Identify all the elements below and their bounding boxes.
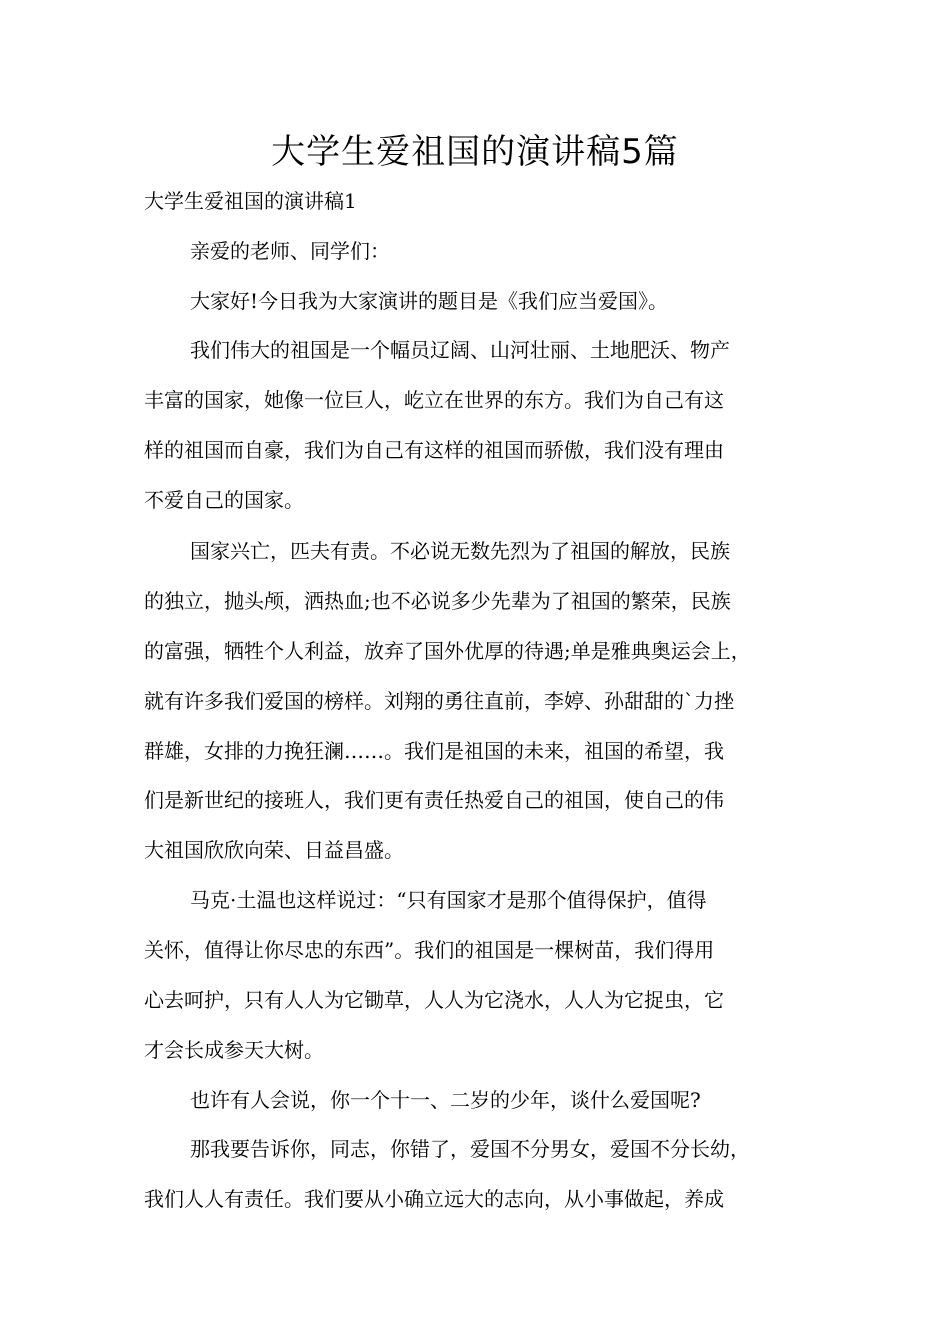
paragraph-line: 们是新世纪的接班人，我们更有责任热爱自己的祖国，使自己的伟: [144, 788, 724, 812]
section-heading: 大学生爱祖国的演讲稿1: [144, 189, 357, 213]
paragraph-line: 马克·土温也这样说过：“只有国家才是那个值得保护，值得: [190, 888, 707, 912]
paragraph-line: 心去呵护，只有人人为它锄草，人人为它浇水，人人为它捉虫，它: [144, 988, 724, 1012]
paragraph-line: 群雄，女排的力挽狂澜……。我们是祖国的未来，祖国的希望，我: [144, 739, 724, 763]
paragraph-line: 关怀，值得让你尽忠的东西”。我们的祖国是一棵树苗，我们得用: [144, 938, 715, 962]
paragraph-line: 才会长成参天大树。: [144, 1038, 324, 1062]
paragraph-line: 的富强，牺牲个人利益，放弃了国外优厚的待遇;单是雅典奥运会上，: [144, 639, 751, 663]
paragraph-line: 那我要告诉你，同志，你错了，爱国不分男女，爱国不分长幼，: [190, 1137, 750, 1161]
paragraph-line: 就有许多我们爱国的榜样。刘翔的勇往直前，李婷、孙甜甜的`力挫: [144, 689, 734, 713]
paragraph-line: 的独立，抛头颅，洒热血;也不必说多少先辈为了祖国的繁荣，民族: [144, 589, 731, 613]
paragraph-line: 样的祖国而自豪，我们为自己有这样的祖国而骄傲，我们没有理由: [144, 438, 724, 462]
paragraph-line: 我们人人有责任。我们要从小确立远大的志向，从小事做起，养成: [144, 1187, 724, 1211]
document-title: 大学生爱祖国的演讲稿5篇: [271, 132, 679, 172]
paragraph-line: 我们伟大的祖国是一个幅员辽阔、山河壮丽、土地肥沃、物产: [190, 338, 730, 362]
paragraph-line: 大祖国欣欣向荣、日益昌盛。: [144, 838, 404, 862]
paragraph-line: 国家兴亡，匹夫有责。不必说无数先烈为了祖国的解放，民族: [190, 539, 730, 563]
paragraph-line: 亲爱的老师、同学们：: [190, 239, 390, 263]
paragraph-line: 也许有人会说，你一个十一、二岁的少年，谈什么爱国呢?: [190, 1088, 701, 1112]
paragraph-line: 丰富的国家，她像一位巨人，屹立在世界的东方。我们为自己有这: [144, 388, 724, 412]
paragraph-line: 不爱自己的国家。: [144, 488, 304, 512]
paragraph-line: 大家好!今日我为大家演讲的题目是《我们应当爱国》。: [190, 289, 669, 313]
